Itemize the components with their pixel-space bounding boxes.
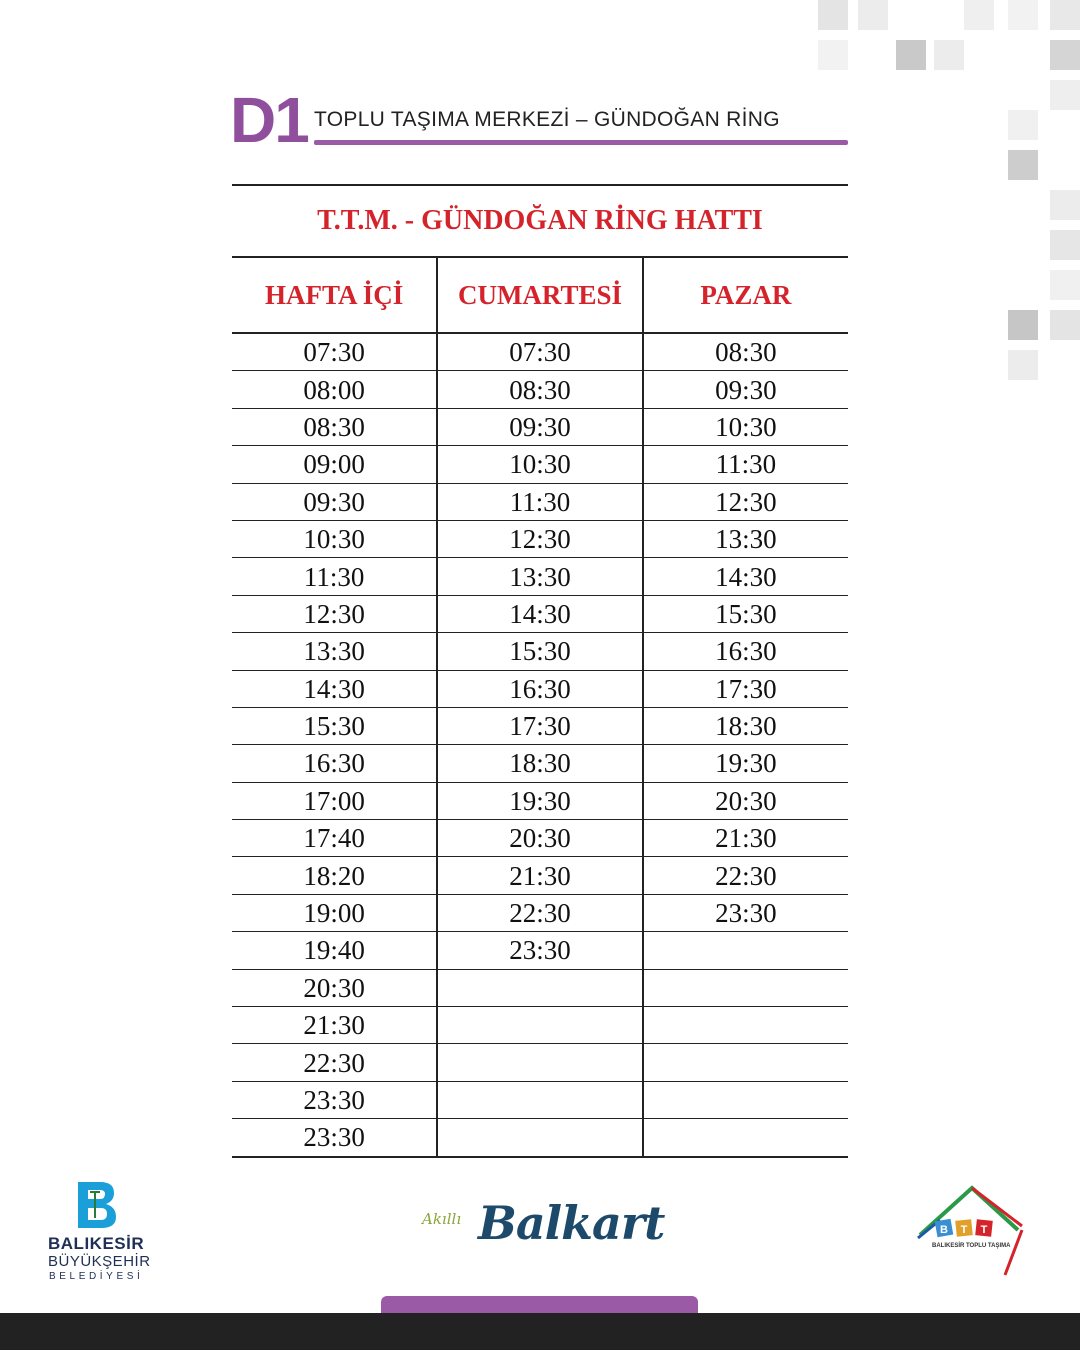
saturday-time: 19:30 — [437, 782, 642, 819]
saturday-time: 17:30 — [437, 707, 642, 744]
table-row — [232, 782, 848, 819]
balkart-prefix: Akıllı — [422, 1210, 462, 1228]
weekday-time: 10:30 — [232, 520, 437, 557]
weekday-time: 11:30 — [232, 558, 437, 595]
column-header-saturday: CUMARTESİ — [437, 257, 642, 333]
saturday-time: 20:30 — [437, 820, 642, 857]
saturday-time: 07:30 — [437, 333, 642, 371]
timetable-title: T.T.M. - GÜNDOĞAN RİNG HATTI — [317, 205, 763, 236]
table-row — [232, 707, 848, 744]
header-row — [232, 257, 848, 333]
weekday-time: 14:30 — [232, 670, 437, 707]
saturday-time — [437, 1119, 642, 1157]
municipality-name-line3: BELEDİYESİ — [49, 1271, 144, 1282]
weekday-time: 08:00 — [232, 371, 437, 408]
table-row — [232, 932, 848, 969]
saturday-time: 18:30 — [437, 745, 642, 782]
schedule-table — [232, 256, 848, 1158]
weekday-time: 17:00 — [232, 782, 437, 819]
saturday-time — [437, 1007, 642, 1044]
balkart-logo — [420, 1196, 670, 1266]
table-row — [232, 595, 848, 632]
saturday-time: 16:30 — [437, 670, 642, 707]
btt-subtitle: BALIKESİR TOPLU TAŞIMA — [932, 1243, 1011, 1249]
table-row — [232, 857, 848, 894]
sunday-time — [643, 932, 848, 969]
saturday-time: 13:30 — [437, 558, 642, 595]
weekday-time: 12:30 — [232, 595, 437, 632]
weekday-time: 09:30 — [232, 483, 437, 520]
sunday-time: 18:30 — [643, 707, 848, 744]
weekday-time: 15:30 — [232, 707, 437, 744]
weekday-time: 09:00 — [232, 446, 437, 483]
weekday-time: 16:30 — [232, 745, 437, 782]
sunday-time: 17:30 — [643, 670, 848, 707]
table-row — [232, 745, 848, 782]
weekday-time: 08:30 — [232, 408, 437, 445]
sunday-time: 08:30 — [643, 333, 848, 371]
sunday-time: 14:30 — [643, 558, 848, 595]
table-row — [232, 558, 848, 595]
column-header-weekday: HAFTA İÇİ — [232, 257, 437, 333]
table-row — [232, 1044, 848, 1081]
table-row — [232, 969, 848, 1006]
table-row — [232, 408, 848, 445]
route-code: D1 — [230, 84, 308, 156]
table-row — [232, 483, 848, 520]
route-name: TOPLU TAŞIMA MERKEZİ – GÜNDOĞAN RİNG — [314, 108, 780, 131]
weekday-time: 21:30 — [232, 1007, 437, 1044]
saturday-time: 23:30 — [437, 932, 642, 969]
sunday-time — [643, 969, 848, 1006]
weekday-time: 20:30 — [232, 969, 437, 1006]
weekday-time: 13:30 — [232, 633, 437, 670]
btt-roof-icon — [910, 1180, 1030, 1280]
table-row — [232, 670, 848, 707]
timetable — [232, 184, 848, 1158]
sunday-time: 10:30 — [643, 408, 848, 445]
column-header-sunday: PAZAR — [643, 257, 848, 333]
weekday-time: 22:30 — [232, 1044, 437, 1081]
route-underline — [314, 140, 848, 145]
sunday-time: 22:30 — [643, 857, 848, 894]
weekday-time: 23:30 — [232, 1119, 437, 1157]
weekday-time: 07:30 — [232, 333, 437, 371]
sunday-time: 19:30 — [643, 745, 848, 782]
municipality-name-line1: BALIKESİR — [48, 1234, 145, 1253]
sunday-time: 09:30 — [643, 371, 848, 408]
table-row — [232, 520, 848, 557]
sunday-time — [643, 1044, 848, 1081]
weekday-time: 23:30 — [232, 1081, 437, 1118]
sunday-time — [643, 1119, 848, 1157]
sunday-time: 11:30 — [643, 446, 848, 483]
table-row — [232, 1081, 848, 1118]
btt-logo — [910, 1180, 1030, 1280]
saturday-time: 14:30 — [437, 595, 642, 632]
sunday-time: 16:30 — [643, 633, 848, 670]
bottom-band — [0, 1313, 1080, 1350]
sunday-time: 15:30 — [643, 595, 848, 632]
saturday-time: 08:30 — [437, 371, 642, 408]
sunday-time: 20:30 — [643, 782, 848, 819]
table-row — [232, 633, 848, 670]
saturday-time: 10:30 — [437, 446, 642, 483]
saturday-time: 12:30 — [437, 520, 642, 557]
table-row — [232, 1119, 848, 1157]
saturday-time: 15:30 — [437, 633, 642, 670]
saturday-time: 22:30 — [437, 894, 642, 931]
table-row — [232, 446, 848, 483]
sunday-time: 23:30 — [643, 894, 848, 931]
weekday-time: 17:40 — [232, 820, 437, 857]
saturday-time — [437, 1081, 642, 1118]
weekday-time: 19:40 — [232, 932, 437, 969]
btt-letter-t1: T — [960, 1224, 968, 1236]
sunday-time — [643, 1081, 848, 1118]
saturday-time — [437, 969, 642, 1006]
sunday-time: 12:30 — [643, 483, 848, 520]
btt-letter-t2: T — [980, 1224, 988, 1236]
municipality-name-line2: BÜYÜKŞEHİR — [48, 1253, 151, 1270]
sunday-time: 13:30 — [643, 520, 848, 557]
table-row — [232, 820, 848, 857]
saturday-time — [437, 1044, 642, 1081]
sunday-time: 21:30 — [643, 820, 848, 857]
table-row — [232, 333, 848, 371]
saturday-time: 21:30 — [437, 857, 642, 894]
weekday-time: 18:20 — [232, 857, 437, 894]
table-row — [232, 894, 848, 931]
balkart-wordmark: Balkart — [478, 1196, 665, 1250]
table-row — [232, 1007, 848, 1044]
btt-letter-b: B — [940, 1224, 948, 1236]
saturday-time: 11:30 — [437, 483, 642, 520]
weekday-time: 19:00 — [232, 894, 437, 931]
municipality-b-icon — [76, 1180, 118, 1230]
sunday-time — [643, 1007, 848, 1044]
table-row — [232, 371, 848, 408]
saturday-time: 09:30 — [437, 408, 642, 445]
